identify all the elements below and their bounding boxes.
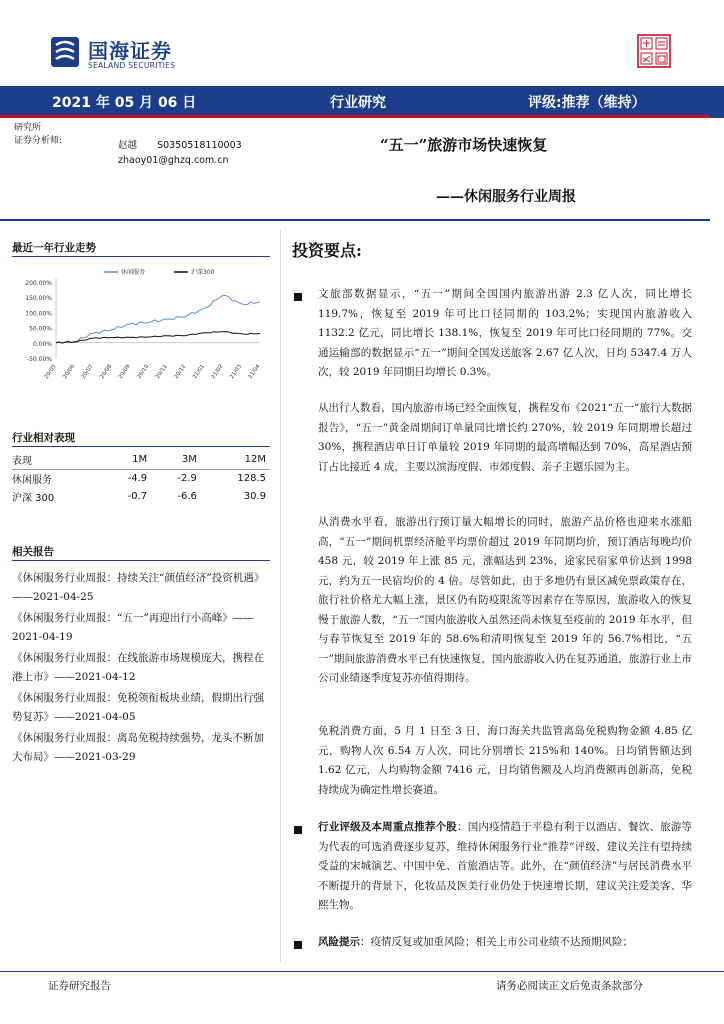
paragraph-duty-free: 免税消费方面，5 月 1 日至 3 日，海口海关共监管离岛免税购物金额 4.85 亿元，购物人次 6.54 万人次，同比分别增长 215%和 140%。日均销售额达到 1.62 亿元，人均购物金额 7416 元，日均销售额及人均消费额再创新高，免税持续成为确定性增长赛道。: [318, 725, 692, 796]
table-row: [12, 487, 270, 505]
header-banner: [0, 86, 724, 118]
industry-rating: 评级:推荐（维持）: [528, 95, 646, 111]
paragraph-travel-volume: 从出行人数看，国内旅游市场已经全面恢复，携程发布《2021“五一”旅行大数据报告》，“五一”黄金周期间订单量同比增长约 270%，较 2019 年同期增长超过 30%，携程酒店单日订单量较 2019 年同期的最高增幅达到 70%，高星酒店预订占比接近 4 成，主要以滨海度假、市郊度假、亲子主题乐园为主。: [318, 402, 692, 473]
investment-highlights-heading: 投资要点:: [292, 241, 362, 260]
reports-section-title: 相关报告: [12, 546, 54, 558]
x-tick-label: 21/03: [229, 363, 244, 381]
bullet-icon: [294, 826, 302, 834]
table-cell: -6.6: [177, 490, 197, 502]
recommendation-label: 行业评级及本周重点推荐个股: [318, 821, 457, 833]
section-divider: [12, 256, 270, 257]
x-tick-label: 21/04: [247, 363, 262, 381]
legend-label: 休闲服务: [121, 269, 146, 276]
table-cell: -0.7: [127, 490, 148, 502]
bullet-icon: [294, 293, 302, 301]
logo-mark-icon: [50, 35, 80, 69]
company-logo: [50, 35, 200, 73]
perf-section-title: 行业相对表现: [12, 432, 75, 444]
y-tick-label: -50.00%: [26, 356, 52, 363]
table-header-cell: 3M: [151, 451, 201, 469]
related-reports-list: [12, 569, 274, 769]
logo-english-name: SEALAND SECURITIES: [88, 61, 176, 70]
report-category: 行业研究: [330, 95, 386, 111]
footer-rule: [0, 971, 724, 972]
related-report-link[interactable]: 《休闲服务行业周报：在线旅游市场规模庞大，携程在港上市》——2021-04-12: [12, 652, 264, 683]
footer-left-text: 证券研究报告: [48, 980, 111, 992]
related-report-link[interactable]: 《休闲服务行业周报：免税领衔板块业绩，假期出行强势复苏》——2021-04-05: [12, 692, 264, 723]
header-rule: [0, 219, 710, 221]
y-tick-label: 100.00%: [25, 310, 52, 318]
y-tick-label: 50.00%: [29, 325, 52, 333]
table-cell: 128.5: [237, 472, 266, 484]
table-header-cell: 12M: [201, 451, 270, 469]
relative-performance-table: [12, 451, 270, 505]
table-cell: -4.9: [127, 472, 148, 484]
x-tick-label: 20/10: [136, 363, 151, 381]
report-meta: [14, 122, 62, 148]
analyst-label: 证券分析师:: [14, 136, 63, 146]
related-report-link[interactable]: 《休闲服务行业周报：离岛免税持续强势，龙头不断加大布局》——2021-03-29: [12, 732, 264, 763]
table-cell: 30.9: [243, 490, 266, 502]
table-cell: 沪深 300: [12, 492, 55, 504]
paragraph-tourism-data: 文旅部数据显示，“五一”期间全国国内旅游出游 2.3 亿人次，同比增长 119.7%，恢复至 2019 年可比口径同期的 103.2%；实现国内旅游收入 1132.2 亿元，同比增长 138.1%，恢复至 2019 年可比口径同期的 77%。交通运输部的数据显示“五一”期间全国发送旅客 2.67 亿人次，日均 5347.4 万人次，较 2019 年同期日均增长 0.3%。: [318, 288, 692, 378]
y-tick-label: 0.00%: [32, 340, 52, 348]
table-header-cell: 表现: [12, 451, 101, 469]
risk-label: 风险提示: [318, 936, 360, 948]
x-tick-label: 20/09: [117, 363, 132, 381]
analyst-cert: S0350518110003: [157, 140, 242, 151]
report-seal-icon: [637, 34, 671, 68]
industry-trend-chart: [12, 262, 270, 392]
y-tick-label: 200.00%: [25, 280, 52, 287]
x-tick-label: 20/08: [99, 363, 114, 381]
section-divider: [12, 560, 270, 561]
x-tick-label: 20/11: [154, 363, 169, 381]
related-report-link[interactable]: 《休闲服务行业周报：持续关注“颜值经济”投资机遇》——2021-04-25: [12, 572, 265, 603]
logo-chinese-name: 国海证券: [88, 39, 172, 63]
table-cell: 休闲服务: [12, 474, 52, 486]
related-report-link[interactable]: 《休闲服务行业周报：“五一”再迎出行小高峰》——2021-04-19: [12, 612, 254, 643]
x-tick-label: 20/05: [43, 363, 58, 381]
risk-text: ：疫情反复或加重风险；相关上市公司业绩不达预期风险；: [360, 936, 633, 948]
analyst-info: [118, 138, 242, 168]
x-tick-label: 20/06: [62, 363, 77, 381]
analyst-email[interactable]: zhaoy01@ghzq.com.cn: [118, 155, 229, 166]
table-row: [12, 469, 270, 487]
report-title: “五一”旅游市场快速恢复: [380, 136, 548, 154]
section-divider: [12, 446, 270, 447]
x-tick-label: 20/07: [80, 363, 95, 381]
x-tick-label: 20/12: [173, 363, 188, 381]
table-cell: -2.9: [177, 472, 197, 484]
research-dept: 研究所: [14, 123, 42, 133]
x-tick-label: 21/01: [191, 363, 207, 381]
report-date: 2021 年 05 月 06 日: [52, 95, 197, 111]
paragraph-recommendation: [318, 818, 692, 916]
paragraph-risk: [318, 933, 692, 953]
table-header-cell: 1M: [101, 451, 151, 469]
y-tick-label: 150.00%: [25, 295, 52, 303]
legend-label: 沪深300: [191, 269, 215, 276]
x-tick-label: 21/02: [210, 363, 225, 381]
bullet-icon: [294, 941, 302, 949]
analyst-name: 赵越: [118, 140, 138, 151]
series-line-0: [56, 295, 260, 343]
column-divider: [280, 230, 281, 962]
paragraph-consumption-level: 从消费水平看，旅游出行预订量大幅增长的同时，旅游产品价格也迎来水涨船高，“五一”期间机票经济舱平均票价超过 2019 年同期均价，预订酒店每晚均价 458 元，较 2019 年上涨 85 元，涨幅达到 23%，途家民宿家单价达到 1998 元，约为五一民宿均价的 4 倍。尽管如此，由于多地仍有景区减免票政策存在，旅行社价格尤大幅上涨，景区仍有防疫限流等因素存在等原因，旅游收入的恢复慢于旅游人数，“五一”国内旅游收入虽然还尚未恢复至疫前的 2019 年水平，但与春节恢复至 2019 年的 58.6%和清明恢复至 2019 年的 56.7%相比，“五一”期间旅游消费水平已有快速恢复，国内旅游收入仍在复苏通道，旅游行业上市公司业绩逐季度复苏亦值得期待。: [318, 516, 692, 684]
chart-section-title: 最近一年行业走势: [12, 242, 96, 254]
report-subtitle: ——休闲服务行业周报: [436, 189, 576, 205]
table-header-row: [12, 451, 270, 469]
recommendation-text: ：国内疫情趋于平稳有利于以酒店、餐饮、旅游等为代表的可选消费逐步复苏，维持休闲服务行业“推荐”评级，建议关注有望持续受益的宋城演艺、中国中免、首旅酒店等。此外，在“颜值经济”与居民消费水平不断提升的背景下，化妆品及医美行业仍处于快速增长期，建议关注爱美客、华熙生物。: [318, 821, 693, 911]
footer-disclaimer: 请务必阅读正文后免责条款部分: [496, 980, 643, 992]
